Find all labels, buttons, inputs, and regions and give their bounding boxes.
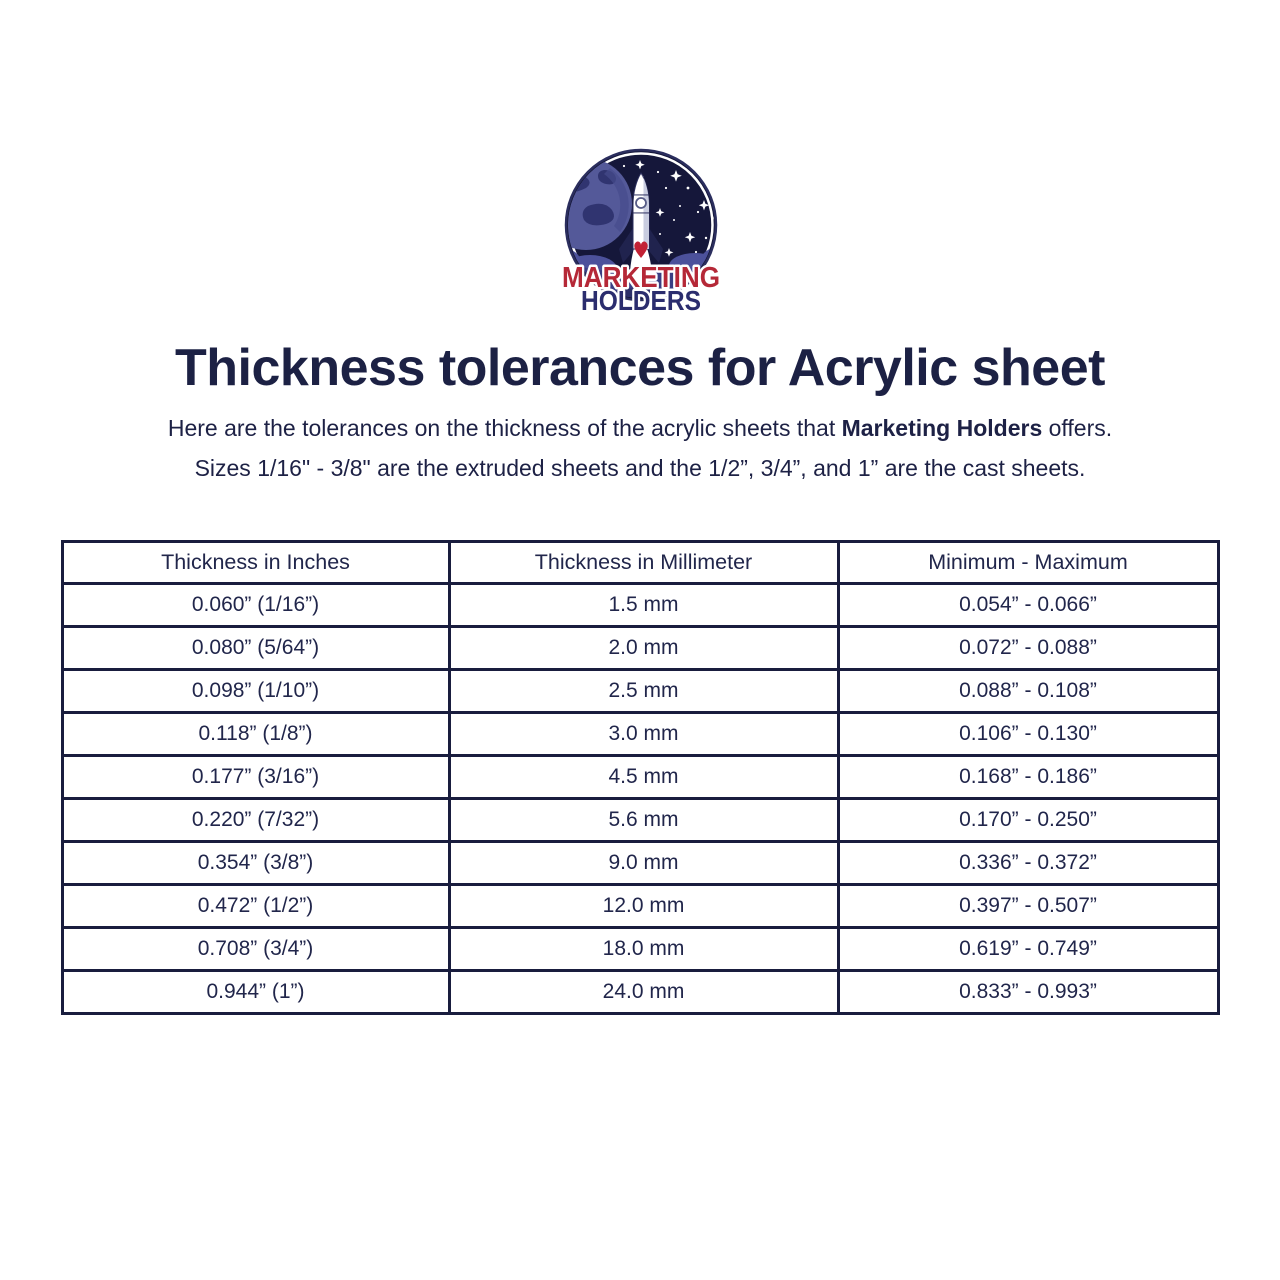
cell-minmax: 0.072” - 0.088” [838,627,1218,670]
cell-inches: 0.060” (1/16”) [62,584,449,627]
intro-line1-brand: Marketing Holders [841,415,1043,441]
cell-mm: 12.0 mm [449,885,838,928]
intro-line-1 [0,408,1280,448]
intro-text [0,408,1280,488]
cell-minmax: 0.106” - 0.130” [838,713,1218,756]
cell-mm: 2.0 mm [449,627,838,670]
col-header-minmax: Minimum - Maximum [838,542,1218,584]
page-title: Thickness tolerances for Acrylic sheet [175,339,1105,397]
cell-mm: 1.5 mm [449,584,838,627]
cell-minmax: 0.397” - 0.507” [838,885,1218,928]
cell-inches: 0.944” (1”) [62,971,449,1014]
cell-minmax: 0.088” - 0.108” [838,670,1218,713]
cell-minmax: 0.336” - 0.372” [838,842,1218,885]
table-row [62,799,1218,842]
tolerance-table [61,540,1220,1015]
rocket-window [636,198,646,208]
table-row [62,670,1218,713]
cell-mm: 2.5 mm [449,670,838,713]
cell-inches: 0.472” (1/2”) [62,885,449,928]
cell-minmax: 0.619” - 0.749” [838,928,1218,971]
table-header-row [62,542,1218,584]
marketing-holders-logo [548,148,733,314]
table-row [62,713,1218,756]
table-row [62,928,1218,971]
logo-text-marketing: MARKETING [561,262,720,294]
intro-line1-pre: Here are the tolerances on the thickness of the acrylic sheets that [167,415,842,441]
cell-minmax: 0.170” - 0.250” [838,799,1218,842]
table-row [62,842,1218,885]
cell-mm: 3.0 mm [449,713,838,756]
table-row [62,971,1218,1014]
cell-inches: 0.177” (3/16”) [62,756,449,799]
cell-mm: 18.0 mm [449,928,838,971]
cell-mm: 4.5 mm [449,756,838,799]
logo-graphic [548,148,733,314]
cell-inches: 0.080” (5/64”) [62,627,449,670]
cell-minmax: 0.833” - 0.993” [838,971,1218,1014]
cell-mm: 24.0 mm [449,971,838,1014]
table-row [62,885,1218,928]
cell-minmax: 0.168” - 0.186” [838,756,1218,799]
table-row [62,627,1218,670]
cell-inches: 0.098” (1/10”) [62,670,449,713]
col-header-mm: Thickness in Millimeter [449,542,838,584]
intro-line1-post: offers. [1042,415,1113,441]
col-header-inches: Thickness in Inches [62,542,449,584]
logo-text-holders: HOLDERS [580,285,701,314]
cell-inches: 0.708” (3/4”) [62,928,449,971]
intro-line-2: Sizes 1/16" - 3/8" are the extruded sheets and the 1/2”, 3/4”, and 1” are the cast sheets. [194,455,1086,481]
cell-inches: 0.220” (7/32”) [62,799,449,842]
cell-mm: 5.6 mm [449,799,838,842]
cell-inches: 0.354” (3/8”) [62,842,449,885]
cell-inches: 0.118” (1/8”) [62,713,449,756]
cell-mm: 9.0 mm [449,842,838,885]
table-row [62,756,1218,799]
cell-minmax: 0.054” - 0.066” [838,584,1218,627]
table-row [62,584,1218,627]
